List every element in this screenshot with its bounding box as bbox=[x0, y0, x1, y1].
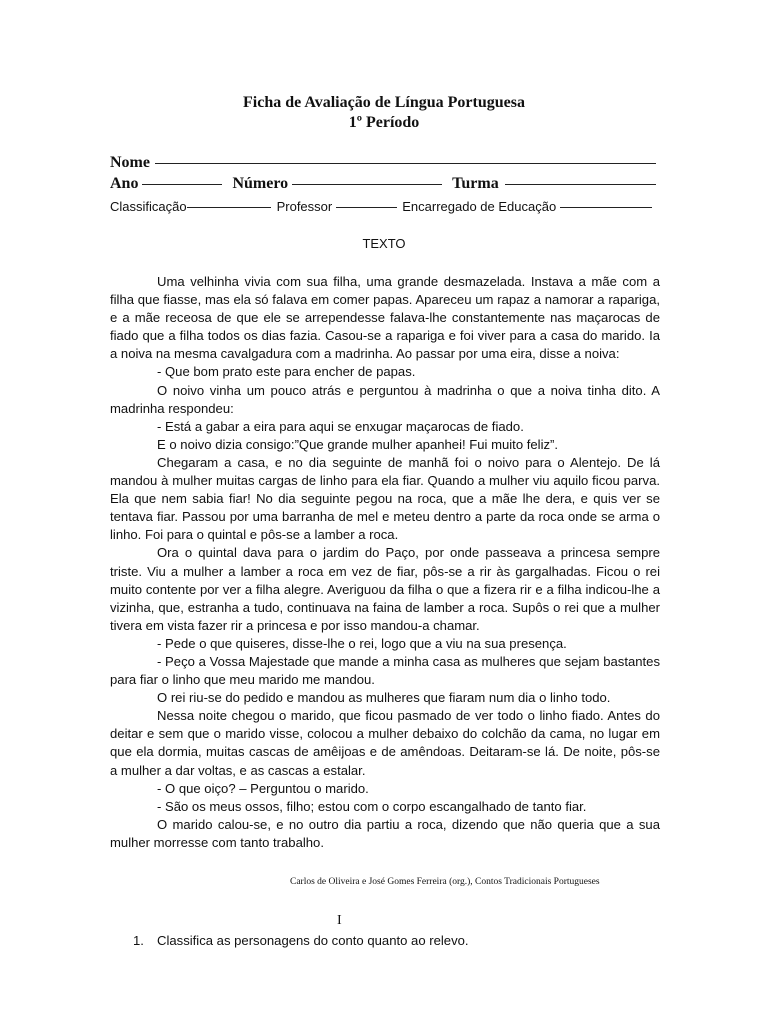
class-input-line[interactable] bbox=[505, 183, 656, 185]
question-item bbox=[133, 933, 469, 948]
story-paragraph: Nessa noite chegou o marido, que ficou pasmado de ver todo o linho fiado. Antes do deitar e sem que o marido visse, colocou a mulher debaixo do colchão da cama, no lugar em que ela dormia, muitas cascas de amêijoas e de amêndoas. Deitaram-se lá. De noite, pôs-se a mulher a dar voltas, e as cascas a estalar. bbox=[110, 708, 660, 778]
story-paragraph: E o noivo dizia consigo:”Que grande mulher apanhei! Fui muito feliz”. bbox=[157, 436, 559, 452]
question-text: Classifica as personagens do conto quanto ao relevo. bbox=[157, 933, 469, 948]
guardian-label: Encarregado de Educação bbox=[402, 199, 557, 214]
grading-row bbox=[110, 199, 652, 214]
story-paragraph: - Peço a Vossa Majestade que mande a minha casa as mulheres que sejam bastantes para fiar o linho que meu marido me mandou. bbox=[110, 653, 660, 688]
story-paragraph: O marido calou-se, e no outro dia partiu a roca, dizendo que não queria que a sua mulher morresse com tanto trabalho. bbox=[110, 816, 660, 850]
class-info-row bbox=[110, 175, 656, 193]
story-paragraph: O rei riu-se do pedido e mandou as mulheres que fiaram num dia o linho todo. bbox=[157, 690, 611, 706]
name-label: Nome bbox=[110, 154, 150, 171]
question-number: 1. bbox=[133, 933, 144, 948]
teacher-input-line[interactable] bbox=[336, 206, 397, 208]
story-paragraph: Ora o quintal dava para o jardim do Paço, por onde passeava a princesa sempre triste. Viu a mulher a lamber a roca em vez de fiar, pôs-se a rir às gargalhadas. Ficou o rei muito contente por ver a filha alegre. Averiguou da filha o que a fizera rir e a filha indicou-lhe a vizinha, que, estranha a tudo, continuava na faina de lamber a roca. Supôs o rei que a mulher tivera em vista fazer rir a princesa e por isso mandou-a chamar. bbox=[110, 545, 660, 633]
story-paragraph: - O que oiço? – Perguntou o marido. bbox=[157, 780, 369, 796]
story-paragraph: Chegaram a casa, e no dia seguinte de manhã foi o noivo para o Alentejo. De lá mandou à mulher muitas cargas de linho para ela fiar. Quando a mulher viu aquilo ficou parva. Ela que nem sabia fiar! No dia seguinte pegou na roca, que a mãe lhe dera, e quis ver se tentava fiar. Passou por uma barranha de mel e meteu dentro a parte da roca onde se arma o linho. Foi para o quintal e pôs-se a lamber a roca. bbox=[110, 454, 660, 543]
grade-input-line[interactable] bbox=[187, 206, 271, 208]
question-list bbox=[133, 933, 469, 948]
guardian-input-line[interactable] bbox=[560, 206, 652, 208]
text-heading: TEXTO bbox=[362, 236, 406, 251]
name-field-row bbox=[110, 154, 656, 172]
story-paragraph: - São os meus ossos, filho; estou com o corpo escangalhado de tanto fiar. bbox=[157, 798, 587, 814]
source-citation: Carlos de Oliveira e José Gomes Ferreira (org.), Contos Tradicionais Portugueses bbox=[290, 877, 600, 887]
teacher-label: Professor bbox=[276, 199, 333, 214]
story-paragraph: - Que bom prato este para encher de papas. bbox=[157, 364, 416, 380]
period-label: 1º Período bbox=[348, 114, 420, 131]
story-paragraph: - Pede o que quiseres, disse-lhe o rei, logo que a viu na sua presença. bbox=[157, 635, 567, 651]
story-paragraph: - Está a gabar a eira para aqui se enxugar maçarocas de fiado. bbox=[157, 418, 524, 434]
worksheet-title: Ficha de Avaliação de Língua Portuguesa bbox=[243, 94, 525, 111]
story-paragraph: O noivo vinha um pouco atrás e perguntou à madrinha o que a noiva tinha dito. A madrinha respondeu: bbox=[110, 382, 660, 416]
number-label: Número bbox=[232, 175, 289, 192]
grade-label: Classificação bbox=[110, 199, 187, 214]
story-paragraph: Uma velhinha vivia com sua filha, uma grande desmazelada. Instava a mãe com a filha que fiasse, mas ela só falava em comer papas. Apareceu um rapaz a namorar a rapariga, e a mãe receosa de que ele se arrependesse falava-lhe constantemente nas maçarocas de fiado que a filha todos os dias fazia. Casou-se a rapariga e foi viver para a casa do marido. Ia a noiva na mesma cavalgadura com a madrinha. Ao passar por uma eira, disse a noiva: bbox=[110, 274, 660, 362]
section-number: I bbox=[337, 913, 342, 928]
year-label: Ano bbox=[110, 175, 139, 192]
year-input-line[interactable] bbox=[142, 183, 222, 185]
class-label: Turma bbox=[452, 175, 499, 192]
name-input-line[interactable] bbox=[155, 162, 656, 164]
number-input-line[interactable] bbox=[292, 183, 442, 185]
story-text bbox=[110, 273, 660, 852]
